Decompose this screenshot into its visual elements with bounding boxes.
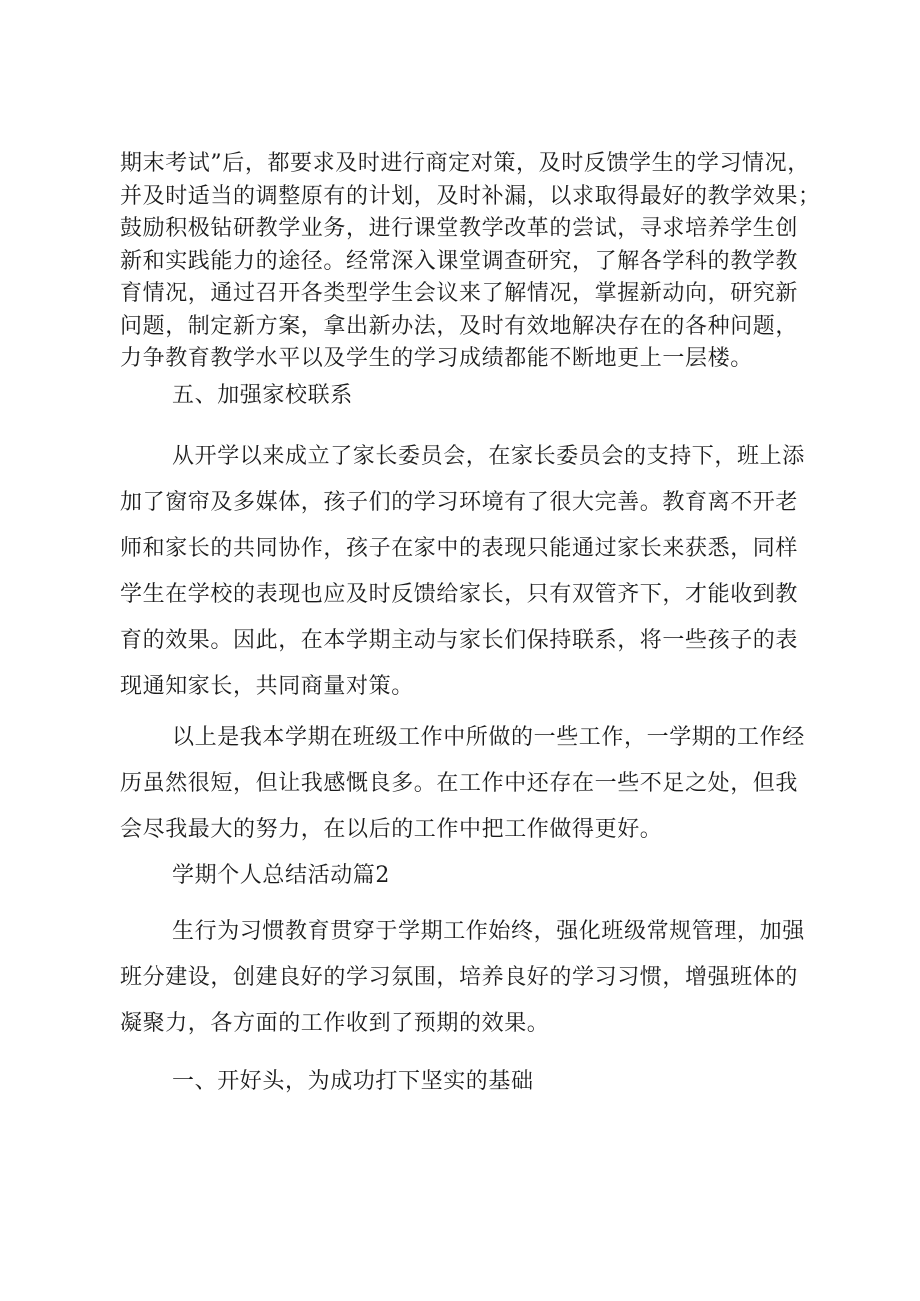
paragraph-summary <box>120 715 810 853</box>
text-line: 从开学以来成立了家长委员会，在家长委员会的支持下，班上添 <box>172 444 805 469</box>
paragraph-intro <box>120 148 821 376</box>
text-line: 现通知家长，共同商量对策。 <box>120 674 414 699</box>
section-title: 学期个人总结活动篇2 <box>172 863 390 888</box>
text-line: 凝聚力，各方面的工作收到了预期的效果。 <box>120 1011 550 1036</box>
heading-good-start: 一、开好头，为成功打下坚实的基础 <box>172 1069 534 1094</box>
paragraph-habits <box>120 909 810 1047</box>
heading-family-contact: 五、加强家校联系 <box>172 383 353 408</box>
text-line: 以上是我本学期在班级工作中所做的一些工作，一学期的工作经 <box>172 725 805 750</box>
text-line: 生行为习惯教育贯穿于学期工作始终，强化班级常规管理，加强 <box>172 919 805 944</box>
text-line: 并及时适当的调整原有的计划，及时补漏，以求取得最好的教学效果； <box>120 183 821 209</box>
text-line: 历虽然很短，但让我感慨良多。在工作中还存在一些不足之处，但我 <box>120 771 799 796</box>
text-line: 班分建设，创建良好的学习氛围，培养良好的学习习惯，增强班体的 <box>120 965 799 990</box>
text-line: 新和实践能力的途径。经常深入课堂调查研究，了解各学科的教学教 <box>120 248 799 274</box>
text-line: 问题，制定新方案，拿出新办法，及时有效地解决存在的各种问题， <box>120 313 799 339</box>
text-line: 期末考试”后，都要求及时进行商定对策，及时反馈学生的学习情况， <box>120 151 810 176</box>
text-line: 鼓励积极钻研教学业务，进行课堂教学改革的尝试，寻求培养学生创 <box>120 216 799 241</box>
text-line: 加了窗帘及多媒体，孩子们的学习环境有了很大完善。教育离不开老 <box>120 490 799 515</box>
paragraph-family-contact <box>120 434 810 710</box>
text-line: 会尽我最大的努力，在以后的工作中把工作做得更好。 <box>120 817 663 842</box>
text-line: 育情况，通过召开各类型学生会议来了解情况，掌握新动向，研究新 <box>120 281 799 306</box>
text-line: 学生在学校的表现也应及时反馈给家长，只有双管齐下，才能收到教 <box>120 582 799 607</box>
text-line: 育的效果。因此，在本学期主动与家长们保持联系，将一些孩子的表 <box>120 628 799 653</box>
text-line: 力争教育教学水平以及学生的学习成绩都能不断地更上一层楼。 <box>120 346 753 371</box>
text-line: 师和家长的共同协作，孩子在家中的表现只能通过家长来获悉，同样 <box>120 536 799 561</box>
